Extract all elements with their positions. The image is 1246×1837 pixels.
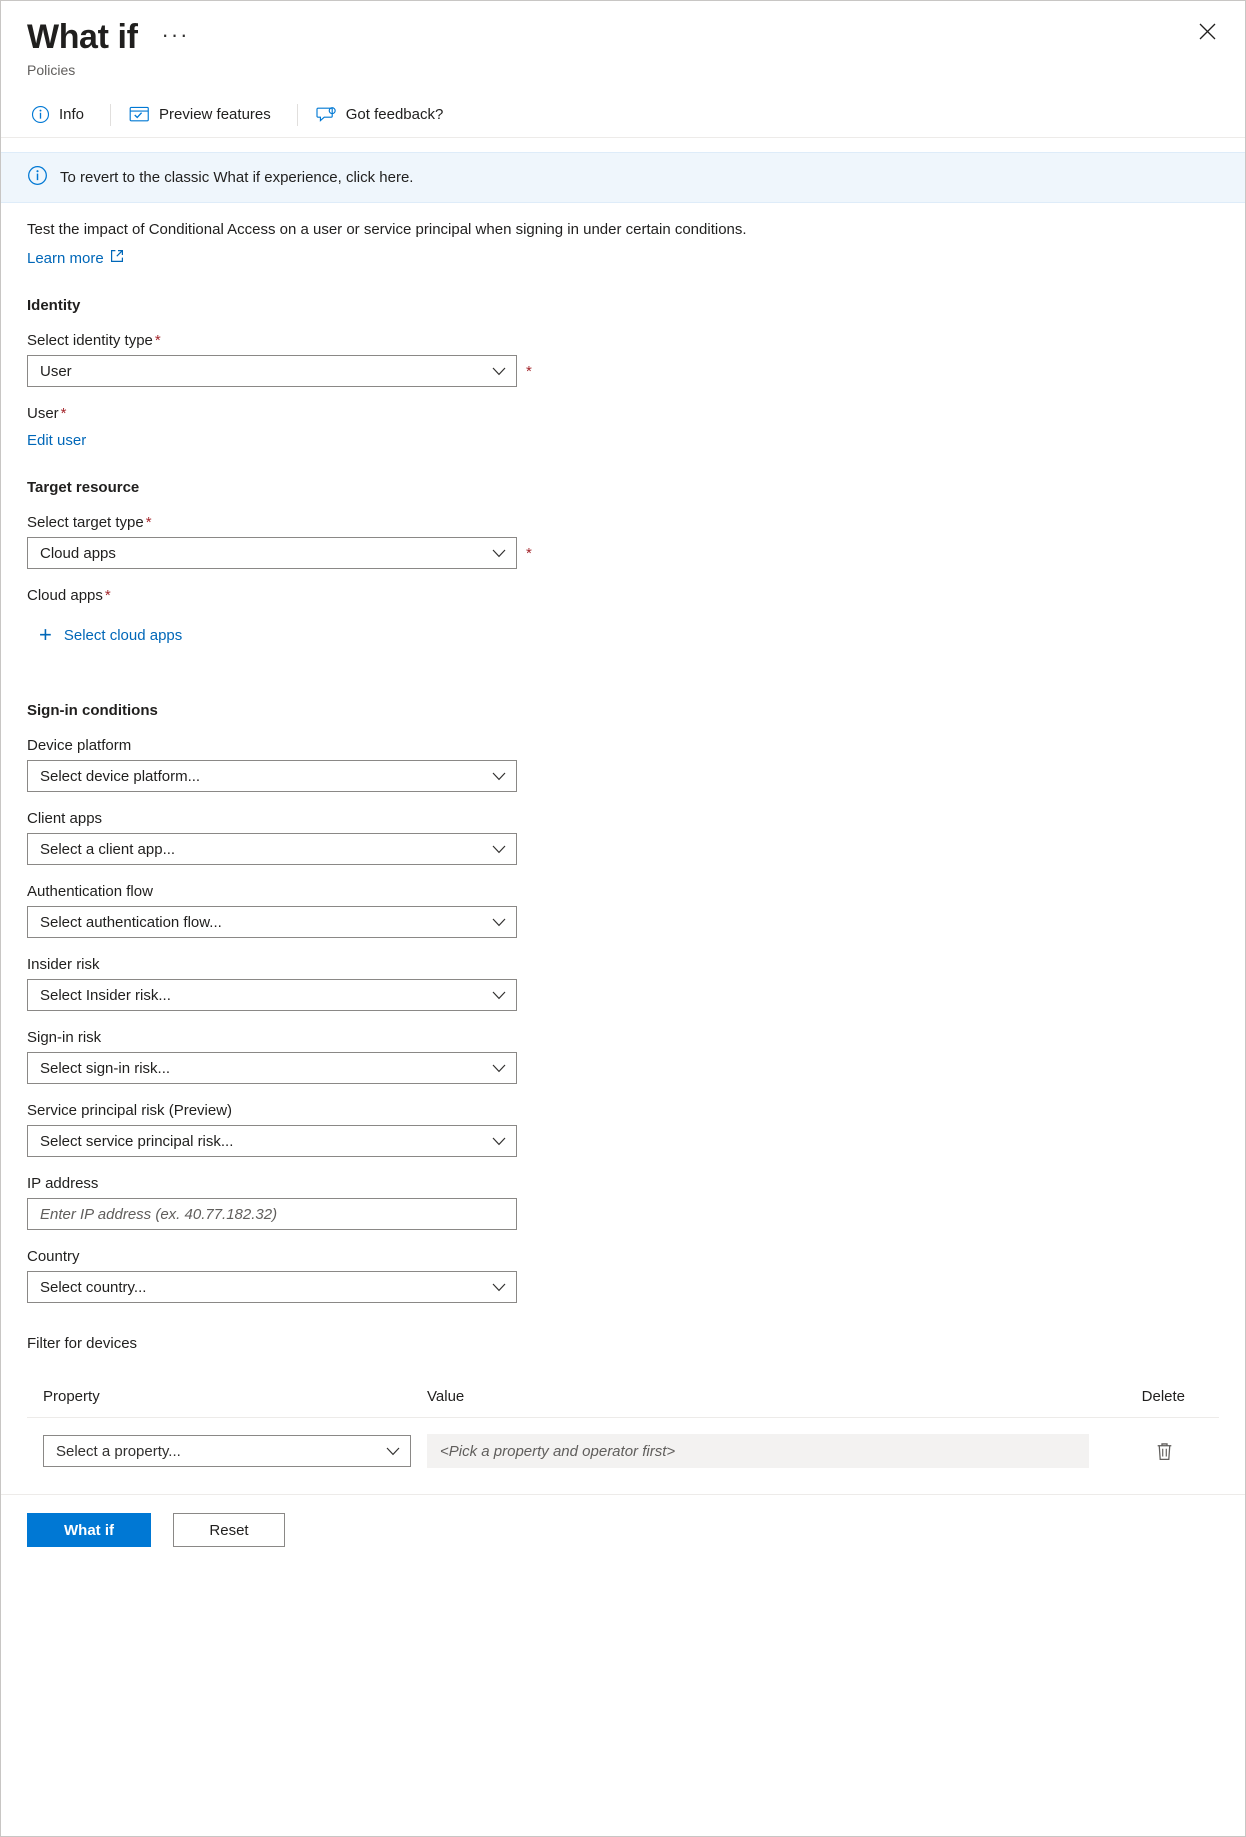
service-principal-risk-value: Select service principal risk... — [40, 1132, 234, 1150]
command-separator — [110, 104, 111, 126]
sign-in-risk-select[interactable] — [27, 1052, 517, 1084]
preview-features-icon — [129, 105, 150, 124]
what-if-button[interactable]: What if — [27, 1513, 151, 1547]
chevron-down-icon — [492, 549, 506, 558]
chevron-down-icon — [492, 772, 506, 781]
ip-address-input[interactable] — [27, 1198, 517, 1230]
cloud-apps-label-text: Cloud apps — [27, 587, 103, 605]
trash-icon[interactable] — [1109, 1441, 1219, 1462]
close-icon[interactable] — [1191, 15, 1223, 47]
learn-more-link[interactable] — [27, 249, 124, 267]
target-type-wrap — [27, 537, 532, 569]
identity-type-wrap — [27, 355, 532, 387]
required-marker-outside: * — [526, 362, 532, 380]
column-header-property: Property — [43, 1388, 100, 1406]
client-apps-select[interactable] — [27, 833, 517, 865]
device-platform-select[interactable] — [27, 760, 517, 792]
command-feedback-label: Got feedback? — [345, 106, 444, 124]
command-feedback[interactable] — [312, 92, 456, 137]
more-options-button[interactable]: ··· — [161, 21, 190, 47]
country-label: Country — [27, 1248, 80, 1266]
client-apps-label: Client apps — [27, 810, 103, 828]
spacer — [27, 646, 1219, 672]
user-label-text: User — [27, 405, 59, 423]
required-marker: * — [154, 332, 161, 350]
target-type-select[interactable] — [27, 537, 517, 569]
panel-header — [1, 1, 1245, 78]
target-type-value: Cloud apps — [40, 544, 116, 562]
required-marker-outside-target: * — [526, 544, 532, 562]
identity-type-label — [27, 332, 1219, 349]
filter-value-input[interactable] — [427, 1434, 1089, 1468]
authentication-flow-value: Select authentication flow... — [40, 913, 222, 931]
filter-property-select[interactable] — [43, 1435, 411, 1467]
sign-in-risk-value: Select sign-in risk... — [40, 1059, 171, 1077]
user-label — [27, 405, 1219, 422]
identity-type-select[interactable] — [27, 355, 517, 387]
ip-address-label: IP address — [27, 1175, 99, 1193]
sign-in-risk-label: Sign-in risk — [27, 1029, 102, 1047]
identity-type-label-text: Select identity type — [27, 332, 153, 350]
client-apps-value: Select a client app... — [40, 840, 176, 858]
section-sign-in-conditions-title: Sign-in conditions — [27, 702, 158, 720]
select-cloud-apps-label: Select cloud apps — [63, 626, 183, 644]
classic-experience-banner[interactable] — [1, 152, 1245, 203]
column-header-delete: Delete — [1141, 1388, 1185, 1406]
feedback-icon — [316, 105, 337, 124]
filter-value-placeholder: <Pick a property and operator first> — [440, 1442, 676, 1460]
table-row — [27, 1418, 1219, 1484]
authentication-flow-select[interactable] — [27, 906, 517, 938]
insider-risk-label: Insider risk — [27, 956, 100, 974]
page-subtitle: Policies — [27, 62, 76, 79]
command-separator-2 — [297, 104, 298, 126]
service-principal-risk-label: Service principal risk (Preview) — [27, 1102, 233, 1120]
required-marker-user: * — [60, 405, 67, 423]
device-platform-label: Device platform — [27, 737, 132, 755]
chevron-down-icon — [492, 1064, 506, 1073]
required-marker-target: * — [145, 514, 152, 532]
insider-risk-value: Select Insider risk... — [40, 986, 171, 1004]
authentication-flow-label: Authentication flow — [27, 883, 153, 901]
panel-footer — [1, 1494, 1245, 1565]
learn-more-label: Learn more — [27, 249, 104, 267]
command-preview-features-label: Preview features — [159, 106, 271, 124]
column-header-value: Value — [427, 1388, 465, 1406]
chevron-down-icon — [492, 367, 506, 376]
target-type-label-text: Select target type — [27, 514, 144, 532]
country-value: Select country... — [40, 1278, 147, 1296]
chevron-down-icon — [386, 1443, 400, 1460]
chevron-down-icon — [492, 845, 506, 854]
select-cloud-apps-button[interactable] — [39, 624, 182, 646]
command-preview-features[interactable] — [125, 92, 283, 137]
device-filter-table-header — [27, 1374, 1219, 1418]
reset-button[interactable]: Reset — [173, 1513, 285, 1547]
insider-risk-select[interactable] — [27, 979, 517, 1011]
plus-icon: + — [39, 622, 52, 648]
title-row — [27, 19, 1219, 56]
country-select[interactable] — [27, 1271, 517, 1303]
intro-text: Test the impact of Conditional Access on a user or service principal when signing in under certain conditions. — [27, 221, 747, 239]
target-type-label — [27, 514, 1219, 531]
chevron-down-icon — [492, 918, 506, 927]
cloud-apps-label — [27, 587, 1219, 604]
info-icon — [31, 105, 50, 124]
device-platform-value: Select device platform... — [40, 767, 201, 785]
required-marker-cloudapps: * — [104, 587, 111, 605]
command-info[interactable] — [27, 92, 96, 137]
filter-property-value: Select a property... — [56, 1442, 181, 1460]
edit-user-link[interactable]: Edit user — [27, 432, 87, 450]
section-identity-title: Identity — [27, 297, 81, 315]
chevron-down-icon — [492, 1137, 506, 1146]
command-info-label: Info — [59, 106, 85, 124]
panel-content — [1, 219, 1245, 1484]
banner-text: To revert to the classic What if experience, click here. — [60, 169, 414, 187]
identity-type-value: User — [40, 362, 72, 380]
chevron-down-icon — [492, 1283, 506, 1292]
info-icon — [27, 165, 48, 190]
section-target-resource-title: Target resource — [27, 479, 140, 497]
section-filter-for-devices-title: Filter for devices — [27, 1335, 138, 1353]
command-bar — [1, 92, 1245, 138]
chevron-down-icon — [492, 991, 506, 1000]
page-title: What if — [27, 18, 138, 56]
external-link-icon — [110, 249, 124, 267]
service-principal-risk-select[interactable] — [27, 1125, 517, 1157]
